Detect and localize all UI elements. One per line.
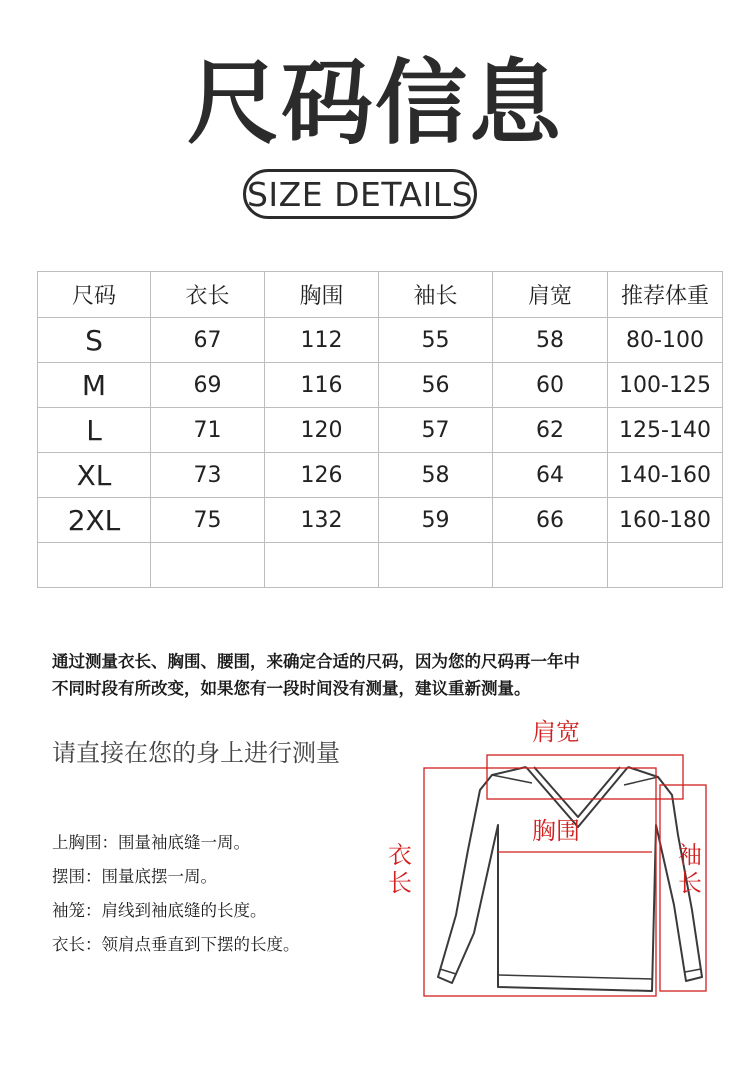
table-cell — [379, 543, 493, 588]
table-cell: 62 — [493, 408, 608, 453]
table-cell: L — [38, 408, 151, 453]
column-header-sleeve: 袖长 — [379, 272, 493, 318]
sleeve-label-bottom: 长 — [678, 869, 702, 897]
sleeve-label-top: 袖 — [678, 841, 702, 869]
column-header-length: 衣长 — [151, 272, 265, 318]
garment-diagram — [380, 715, 720, 1005]
measurement-definitions — [52, 826, 300, 962]
measurement-note — [52, 648, 732, 702]
length-label-bottom: 长 — [388, 869, 412, 897]
table-cell: 132 — [265, 498, 379, 543]
definition-item: 上胸围：围量袖底缝一周。 — [52, 833, 250, 852]
table-row — [38, 543, 723, 588]
table-cell: 126 — [265, 453, 379, 498]
shoulder-width-label: 肩宽 — [532, 718, 580, 746]
table-cell: 160-180 — [608, 498, 723, 543]
table-row — [38, 363, 723, 408]
column-header-size: 尺码 — [38, 272, 151, 318]
table-cell — [151, 543, 265, 588]
column-header-chest: 胸围 — [265, 272, 379, 318]
table-row — [38, 453, 723, 498]
definition-item: 袖笼：肩线到袖底缝的长度。 — [52, 901, 267, 920]
column-header-weight: 推荐体重 — [608, 272, 723, 318]
table-cell: 100-125 — [608, 363, 723, 408]
sweater-illustration — [380, 715, 720, 1005]
table-cell: 75 — [151, 498, 265, 543]
table-cell: 125-140 — [608, 408, 723, 453]
table-cell — [608, 543, 723, 588]
table-cell: 120 — [265, 408, 379, 453]
table-cell: 60 — [493, 363, 608, 408]
table-cell: 57 — [379, 408, 493, 453]
table-cell: 55 — [379, 318, 493, 363]
instruction-heading: 请直接在您的身上进行测量 — [52, 739, 340, 767]
size-table — [37, 271, 723, 588]
table-cell: 67 — [151, 318, 265, 363]
definition-item: 摆围：围量底摆一周。 — [52, 867, 217, 886]
table-row — [38, 408, 723, 453]
table-cell: 112 — [265, 318, 379, 363]
column-header-shoulder: 肩宽 — [493, 272, 608, 318]
table-row — [38, 318, 723, 363]
page-title: 尺码信息 — [186, 50, 563, 157]
table-cell: 2XL — [38, 498, 151, 543]
table-cell: 140-160 — [608, 453, 723, 498]
length-label-top: 衣 — [388, 841, 412, 869]
chest-label: 胸围 — [532, 817, 580, 845]
size-details-label: SIZE DETAILS — [246, 174, 474, 214]
table-cell: 116 — [265, 363, 379, 408]
table-cell: M — [38, 363, 151, 408]
table-cell: XL — [38, 453, 151, 498]
size-details-badge — [243, 169, 477, 219]
table-cell: 66 — [493, 498, 608, 543]
table-cell: 73 — [151, 453, 265, 498]
table-cell: 58 — [379, 453, 493, 498]
definition-item: 衣长：领肩点垂直到下摆的长度。 — [52, 935, 300, 954]
table-cell: 71 — [151, 408, 265, 453]
table-cell: 59 — [379, 498, 493, 543]
table-cell — [265, 543, 379, 588]
note-line: 不同时段有所改变，如果您有一段时间没有测量，建议重新测量。 — [52, 679, 531, 698]
table-cell: 64 — [493, 453, 608, 498]
table-cell: S — [38, 318, 151, 363]
note-line: 通过测量衣长、胸围、腰围，来确定合适的尺码，因为您的尺码再一年中 — [52, 652, 580, 671]
table-header-row — [38, 272, 723, 318]
table-cell — [493, 543, 608, 588]
table-cell — [38, 543, 151, 588]
table-cell: 80-100 — [608, 318, 723, 363]
table-row — [38, 498, 723, 543]
table-cell: 56 — [379, 363, 493, 408]
table-cell: 69 — [151, 363, 265, 408]
table-cell: 58 — [493, 318, 608, 363]
